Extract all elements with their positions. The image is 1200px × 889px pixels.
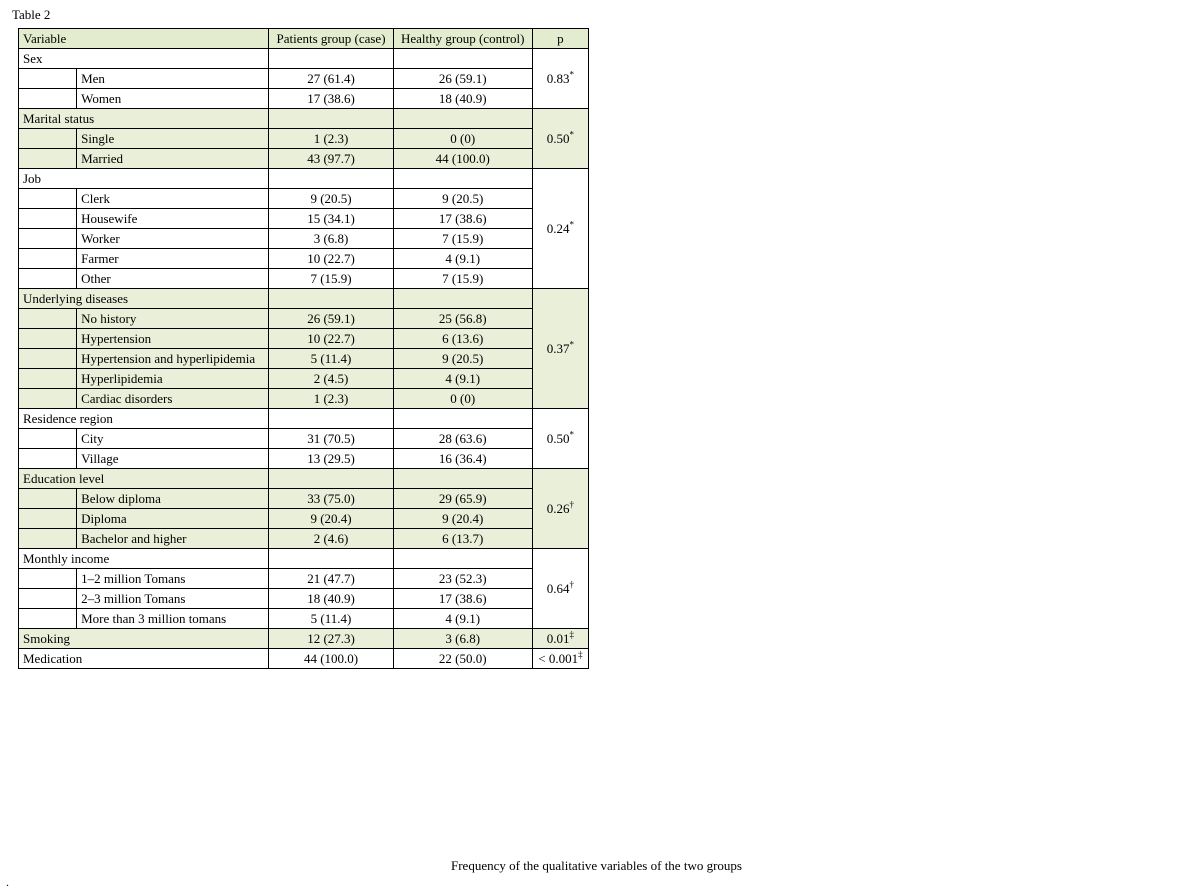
row-case-value: 33 (75.0) bbox=[269, 489, 393, 509]
row-case-value bbox=[269, 409, 393, 429]
row-group-label: Smoking bbox=[19, 629, 269, 649]
row-case-value: 31 (70.5) bbox=[269, 429, 393, 449]
row-control-value: 29 (65.9) bbox=[393, 489, 532, 509]
row-case-value bbox=[269, 469, 393, 489]
row-sub-label: Clerk bbox=[77, 189, 269, 209]
row-p-value bbox=[532, 649, 588, 669]
row-sub-label: Hyperlipidemia bbox=[77, 369, 269, 389]
row-case-value: 12 (27.3) bbox=[269, 629, 393, 649]
table-row bbox=[19, 269, 589, 289]
row-control-value: 22 (50.0) bbox=[393, 649, 532, 669]
row-sub-label: Village bbox=[77, 449, 269, 469]
row-case-value: 27 (61.4) bbox=[269, 69, 393, 89]
row-control-value: 17 (38.6) bbox=[393, 589, 532, 609]
row-sub-label: More than 3 million tomans bbox=[77, 609, 269, 629]
p-value-text: 0.24 bbox=[546, 221, 570, 236]
table-row bbox=[19, 169, 589, 189]
row-case-value: 2 (4.5) bbox=[269, 369, 393, 389]
row-control-value bbox=[393, 49, 532, 69]
row-control-value: 17 (38.6) bbox=[393, 209, 532, 229]
row-control-value: 16 (36.4) bbox=[393, 449, 532, 469]
row-control-value bbox=[393, 169, 532, 189]
row-indent-cell bbox=[19, 329, 77, 349]
row-case-value: 13 (29.5) bbox=[269, 449, 393, 469]
p-value-footnote-mark: * bbox=[569, 69, 575, 80]
p-value-text: 0.83 bbox=[546, 71, 570, 86]
row-group-label: Monthly income bbox=[19, 549, 269, 569]
row-control-value: 25 (56.8) bbox=[393, 309, 532, 329]
row-control-value: 0 (0) bbox=[393, 129, 532, 149]
row-sub-label: Bachelor and higher bbox=[77, 529, 269, 549]
row-sub-label: Worker bbox=[77, 229, 269, 249]
row-p-value bbox=[532, 469, 588, 549]
row-p-value bbox=[532, 549, 588, 629]
row-indent-cell bbox=[19, 489, 77, 509]
row-case-value: 43 (97.7) bbox=[269, 149, 393, 169]
table-row bbox=[19, 349, 589, 369]
row-group-label: Job bbox=[19, 169, 269, 189]
row-case-value bbox=[269, 109, 393, 129]
row-sub-label: City bbox=[77, 429, 269, 449]
row-control-value: 9 (20.5) bbox=[393, 189, 532, 209]
table-row bbox=[19, 569, 589, 589]
row-p-value bbox=[532, 169, 588, 289]
row-indent-cell bbox=[19, 89, 77, 109]
row-case-value: 7 (15.9) bbox=[269, 269, 393, 289]
row-indent-cell bbox=[19, 569, 77, 589]
row-indent-cell bbox=[19, 369, 77, 389]
row-indent-cell bbox=[19, 609, 77, 629]
row-sub-label: Diploma bbox=[77, 509, 269, 529]
row-control-value bbox=[393, 289, 532, 309]
table-row bbox=[19, 529, 589, 549]
table-row bbox=[19, 429, 589, 449]
row-indent-cell bbox=[19, 429, 77, 449]
p-value-footnote-mark: ‡ bbox=[569, 629, 575, 640]
row-case-value bbox=[269, 49, 393, 69]
row-sub-label: Hypertension bbox=[77, 329, 269, 349]
row-case-value bbox=[269, 289, 393, 309]
table-row bbox=[19, 409, 589, 429]
row-group-label: Education level bbox=[19, 469, 269, 489]
p-value-footnote-mark: ‡ bbox=[578, 649, 583, 660]
column-header-p: p bbox=[532, 29, 588, 49]
row-case-value: 18 (40.9) bbox=[269, 589, 393, 609]
row-group-label: Residence region bbox=[19, 409, 269, 429]
row-indent-cell bbox=[19, 589, 77, 609]
row-p-value bbox=[532, 289, 588, 409]
table-row bbox=[19, 489, 589, 509]
row-case-value: 10 (22.7) bbox=[269, 249, 393, 269]
p-value-text: 0.37 bbox=[546, 341, 570, 356]
row-sub-label: Single bbox=[77, 129, 269, 149]
p-value-footnote-mark: † bbox=[569, 499, 575, 510]
table-row bbox=[19, 189, 589, 209]
p-value-text: 0.50 bbox=[546, 431, 570, 446]
table-row bbox=[19, 69, 589, 89]
row-sub-label: Farmer bbox=[77, 249, 269, 269]
row-indent-cell bbox=[19, 449, 77, 469]
table-row bbox=[19, 309, 589, 329]
row-sub-label: Below diploma bbox=[77, 489, 269, 509]
row-indent-cell bbox=[19, 129, 77, 149]
p-value-text: 0.50 bbox=[546, 131, 570, 146]
table-row bbox=[19, 289, 589, 309]
row-control-value: 7 (15.9) bbox=[393, 269, 532, 289]
row-group-label: Medication bbox=[19, 649, 269, 669]
row-case-value: 9 (20.4) bbox=[269, 509, 393, 529]
row-indent-cell bbox=[19, 529, 77, 549]
row-sub-label: 1–2 million Tomans bbox=[77, 569, 269, 589]
row-case-value: 3 (6.8) bbox=[269, 229, 393, 249]
row-sub-label: Cardiac disorders bbox=[77, 389, 269, 409]
row-case-value: 5 (11.4) bbox=[269, 609, 393, 629]
row-sub-label: Men bbox=[77, 69, 269, 89]
row-indent-cell bbox=[19, 249, 77, 269]
p-value-footnote-mark: * bbox=[569, 339, 575, 350]
row-sub-label: Married bbox=[77, 149, 269, 169]
column-header-control: Healthy group (control) bbox=[393, 29, 532, 49]
row-case-value bbox=[269, 169, 393, 189]
row-case-value: 44 (100.0) bbox=[269, 649, 393, 669]
row-indent-cell bbox=[19, 509, 77, 529]
row-control-value bbox=[393, 469, 532, 489]
row-case-value: 21 (47.7) bbox=[269, 569, 393, 589]
p-value-text: < 0.001 bbox=[538, 651, 579, 666]
table-row bbox=[19, 149, 589, 169]
row-p-value bbox=[532, 629, 588, 649]
row-group-label: Marital status bbox=[19, 109, 269, 129]
footer-mark: . bbox=[6, 875, 9, 889]
row-indent-cell bbox=[19, 209, 77, 229]
row-p-value bbox=[532, 409, 588, 469]
table-row bbox=[19, 129, 589, 149]
row-sub-label: Housewife bbox=[77, 209, 269, 229]
row-control-value: 7 (15.9) bbox=[393, 229, 532, 249]
table-row bbox=[19, 589, 589, 609]
row-control-value: 3 (6.8) bbox=[393, 629, 532, 649]
row-control-value: 6 (13.6) bbox=[393, 329, 532, 349]
row-case-value: 15 (34.1) bbox=[269, 209, 393, 229]
p-value-footnote-mark: † bbox=[569, 579, 575, 590]
row-sub-label: No history bbox=[77, 309, 269, 329]
column-header-variable: Variable bbox=[19, 29, 269, 49]
table-row bbox=[19, 549, 589, 569]
row-case-value: 17 (38.6) bbox=[269, 89, 393, 109]
p-value-footnote-mark: * bbox=[569, 429, 575, 440]
row-indent-cell bbox=[19, 309, 77, 329]
row-p-value bbox=[532, 49, 588, 109]
row-control-value: 4 (9.1) bbox=[393, 609, 532, 629]
row-case-value: 2 (4.6) bbox=[269, 529, 393, 549]
table-row bbox=[19, 609, 589, 629]
row-control-value: 4 (9.1) bbox=[393, 249, 532, 269]
table-row bbox=[19, 629, 589, 649]
table-row bbox=[19, 229, 589, 249]
row-indent-cell bbox=[19, 349, 77, 369]
row-indent-cell bbox=[19, 189, 77, 209]
p-value-footnote-mark: * bbox=[569, 129, 575, 140]
table-row bbox=[19, 89, 589, 109]
row-case-value: 26 (59.1) bbox=[269, 309, 393, 329]
row-control-value: 9 (20.4) bbox=[393, 509, 532, 529]
row-case-value: 10 (22.7) bbox=[269, 329, 393, 349]
row-sub-label: Other bbox=[77, 269, 269, 289]
table-row bbox=[19, 249, 589, 269]
table-caption: Frequency of the qualitative variables of the two groups bbox=[451, 858, 742, 873]
table-row bbox=[19, 649, 589, 669]
row-p-value bbox=[532, 109, 588, 169]
p-value-text: 0.64 bbox=[546, 581, 570, 596]
row-sub-label: Hypertension and hyperlipidemia bbox=[77, 349, 269, 369]
row-control-value bbox=[393, 409, 532, 429]
row-indent-cell bbox=[19, 229, 77, 249]
table-row bbox=[19, 329, 589, 349]
table-row bbox=[19, 109, 589, 129]
row-control-value: 28 (63.6) bbox=[393, 429, 532, 449]
table-row bbox=[19, 209, 589, 229]
row-indent-cell bbox=[19, 269, 77, 289]
row-control-value: 9 (20.5) bbox=[393, 349, 532, 369]
row-control-value: 0 (0) bbox=[393, 389, 532, 409]
row-control-value: 26 (59.1) bbox=[393, 69, 532, 89]
row-case-value: 5 (11.4) bbox=[269, 349, 393, 369]
row-group-label: Sex bbox=[19, 49, 269, 69]
row-control-value: 44 (100.0) bbox=[393, 149, 532, 169]
row-control-value: 18 (40.9) bbox=[393, 89, 532, 109]
p-value-footnote-mark: * bbox=[569, 219, 575, 230]
row-case-value: 1 (2.3) bbox=[269, 129, 393, 149]
table-row bbox=[19, 389, 589, 409]
table-row bbox=[19, 369, 589, 389]
table-row bbox=[19, 49, 589, 69]
row-case-value: 1 (2.3) bbox=[269, 389, 393, 409]
row-case-value: 9 (20.5) bbox=[269, 189, 393, 209]
row-sub-label: Women bbox=[77, 89, 269, 109]
table-row bbox=[19, 509, 589, 529]
header-row bbox=[19, 29, 589, 49]
row-indent-cell bbox=[19, 389, 77, 409]
table-label: Table 2 bbox=[12, 7, 51, 22]
row-indent-cell bbox=[19, 69, 77, 89]
row-control-value: 6 (13.7) bbox=[393, 529, 532, 549]
p-value-text: 0.01 bbox=[546, 631, 570, 646]
row-case-value bbox=[269, 549, 393, 569]
row-group-label: Underlying diseases bbox=[19, 289, 269, 309]
qualitative-variables-table bbox=[18, 28, 589, 669]
row-control-value bbox=[393, 109, 532, 129]
row-control-value: 4 (9.1) bbox=[393, 369, 532, 389]
row-indent-cell bbox=[19, 149, 77, 169]
table-head bbox=[19, 29, 589, 49]
row-control-value bbox=[393, 549, 532, 569]
table-row bbox=[19, 449, 589, 469]
table-body bbox=[19, 49, 589, 669]
p-value-text: 0.26 bbox=[546, 501, 570, 516]
column-header-case: Patients group (case) bbox=[269, 29, 393, 49]
row-control-value: 23 (52.3) bbox=[393, 569, 532, 589]
table-row bbox=[19, 469, 589, 489]
row-sub-label: 2–3 million Tomans bbox=[77, 589, 269, 609]
